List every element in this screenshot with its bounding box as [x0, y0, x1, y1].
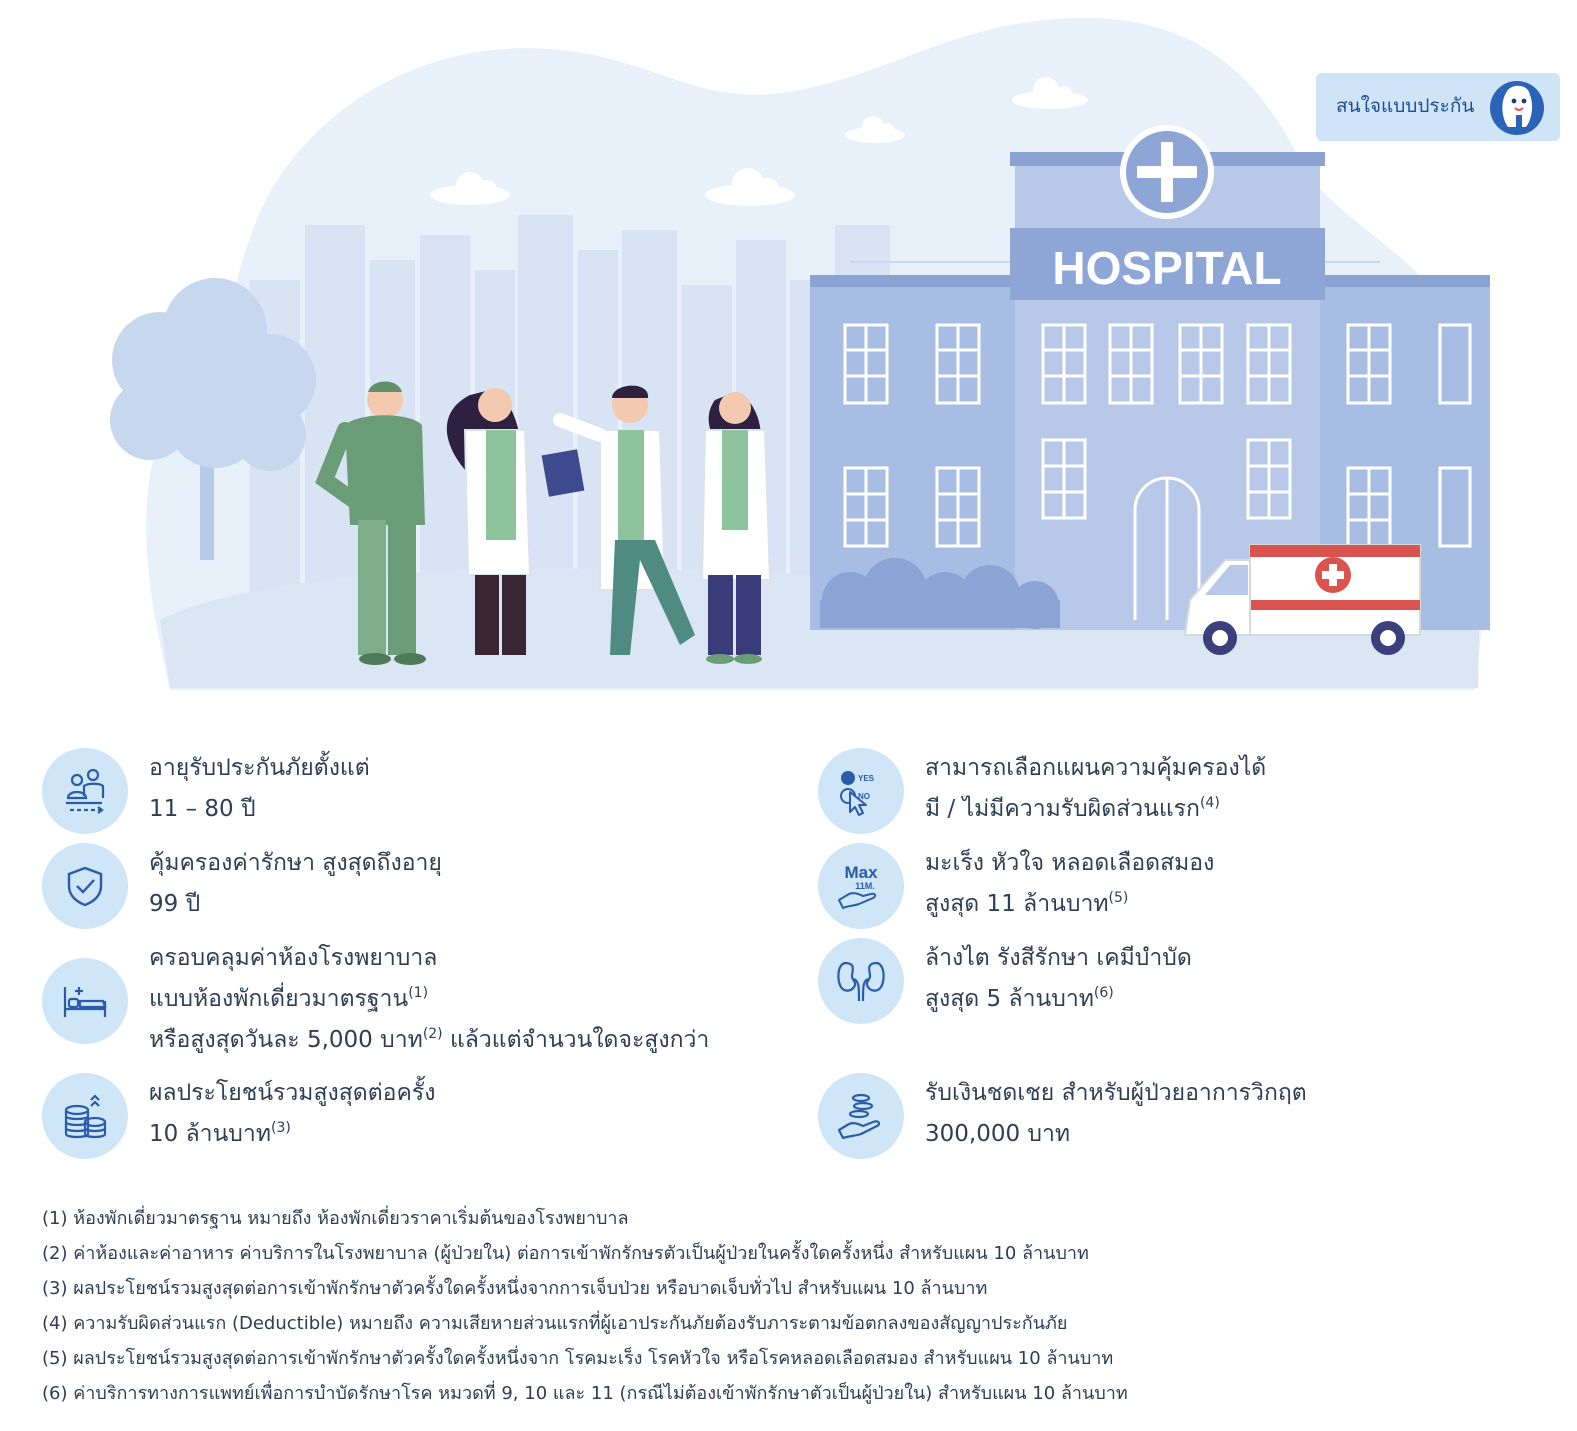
- mascot-icon: [1488, 79, 1546, 137]
- feature-critical-compensation: [818, 1073, 1558, 1169]
- feature-icon-circle: [818, 1073, 904, 1159]
- female-doctor-figure-2: [702, 392, 770, 664]
- shield-check-icon: [63, 864, 107, 908]
- cta-label: สนใจแบบประกัน: [1336, 96, 1475, 117]
- footnote-item: (5) ผลประโยชน์รวมสูงสุดต่อการเข้าพักรักษาตัวครั้งใดครั้งหนึ่งจาก โรคมะเร็ง โรคหัวใจ หรือโรคหลอดเลือดสมอง สำหรับแผน 10 ล้านบาท: [42, 1348, 1114, 1369]
- feature-line-3: หรือสูงสุดวันละ 5,000 บาท$^{(2)}$ แล้วแต่จำนวนใดจะสูงกว่า: [149, 1026, 710, 1053]
- footnotes-list: [42, 1201, 1542, 1411]
- kidney-icon: [835, 957, 887, 1005]
- feature-icon-circle: [42, 843, 128, 929]
- feature-icon-circle: [42, 958, 128, 1044]
- svg-text:Max: Max: [844, 863, 878, 882]
- hospital-sign: HOSPITAL: [1052, 242, 1282, 294]
- feature-line-2: สูงสุด 5 ล้านบาท$^{(6)}$: [925, 985, 1114, 1012]
- feature-line-2: 300,000 บาท: [925, 1121, 1071, 1147]
- feature-line-2: 11 – 80 ปี: [149, 796, 256, 822]
- footnote-ref: (3): [271, 1120, 291, 1136]
- feature-line-1: สามารถเลือกแผนความคุ้มครองได้: [925, 755, 1267, 781]
- footnote-ref: (6): [1093, 985, 1114, 1001]
- feature-line-2: 99 ปี: [149, 891, 201, 917]
- coin-stack-icon: [61, 1090, 109, 1142]
- footnote-ref: (4): [1199, 795, 1220, 811]
- svg-text:11M.: 11M.: [855, 881, 875, 891]
- footnote-item: (4) ความรับผิดส่วนแรก (Deductible) หมายถึง ความเสียหายส่วนแรกที่ผู้เอาประกันภัยต้องรับภาระตามข้อตกลงของสัญญาประกันภัย: [42, 1313, 1068, 1334]
- feature-dialysis: [818, 938, 1558, 1034]
- max-hand-icon: [833, 858, 889, 914]
- feature-icon-circle: [42, 1073, 128, 1159]
- footnote-ref: (2): [422, 1026, 443, 1042]
- yes-no-choice-icon: [836, 766, 886, 816]
- footnote-item: (2) ค่าห้องและค่าอาหาร ค่าบริการในโรงพยาบาล (ผู้ป่วยใน) ต่อการเข้าพักรักษรตัวเป็นผู้ป่วยในครั้งใดครั้งหนึ่ง สำหรับแผน 10 ล้านบาท: [42, 1243, 1089, 1264]
- feature-max-age: [42, 843, 782, 939]
- feature-icon-circle: [818, 748, 904, 834]
- feature-line-2: สูงสุด 11 ล้านบาท$^{(5)}$: [925, 890, 1129, 917]
- coins-hand-icon: [835, 1090, 887, 1142]
- feature-icon-circle: [818, 843, 904, 929]
- footnote-item: (3) ผลประโยชน์รวมสูงสุดต่อการเข้าพักรักษาตัวครั้งใดครั้งหนึ่งจากการเจ็บป่วย หรือบาดเจ็บทั่วไป สำหรับแผน 10 ล้านบาท: [42, 1278, 988, 1299]
- feature-room-coverage: [42, 938, 782, 1068]
- hospital-bed-icon: [61, 981, 109, 1021]
- footnote-item: (6) ค่าบริการทางการแพทย์เพื่อการบำบัดรักษาโรค หมวดที่ 9, 10 และ 11 (กรณีไม่ต้องเข้าพักรักษาตัวเป็นผู้ป่วยใน) สำหรับแผน 10 ล้านบาท: [42, 1383, 1128, 1404]
- feature-line-1: คุ้มครองค่ารักษา สูงสุดถึงอายุ: [149, 850, 442, 876]
- feature-critical-disease: [818, 843, 1558, 939]
- feature-line-1: มะเร็ง หัวใจ หลอดเลือดสมอง: [925, 850, 1215, 876]
- feature-line-2: แบบห้องพักเดี่ยวมาตรฐาน$^{(1)}$: [149, 985, 429, 1012]
- feature-line-1: ล้างไต รังสีรักษา เคมีบำบัด: [925, 945, 1192, 971]
- feature-line-1: อายุรับประกันภัยตั้งแต่: [149, 755, 370, 781]
- feature-icon-circle: [42, 748, 128, 834]
- footnote-item: (1) ห้องพักเดี่ยวมาตรฐาน หมายถึง ห้องพักเดี่ยวราคาเริ่มต้นของโรงพยาบาล: [42, 1208, 629, 1229]
- footnote-ref: (5): [1108, 890, 1129, 906]
- family-icon: [60, 766, 110, 816]
- feature-line-2: 10 ล้านบาท$^{(3)}$: [149, 1120, 291, 1147]
- svg-text:NO: NO: [858, 792, 870, 801]
- feature-coverage-age: [42, 748, 782, 844]
- feature-line-2: มี / ไม่มีความรับผิดส่วนแรก$^{(4)}$: [925, 795, 1220, 822]
- feature-max-benefit: [42, 1073, 782, 1169]
- svg-text:YES: YES: [858, 774, 875, 783]
- feature-deductible-choice: [818, 748, 1558, 844]
- interested-insurance-button[interactable]: [1316, 73, 1560, 141]
- feature-line-1: ครอบคลุมค่าห้องโรงพยาบาล: [149, 945, 438, 971]
- feature-line-1: ผลประโยชน์รวมสูงสุดต่อครั้ง: [149, 1080, 436, 1106]
- footnote-ref: (1): [408, 985, 429, 1001]
- feature-line-1: รับเงินชดเชย สำหรับผู้ป่วยอาการวิกฤต: [925, 1080, 1307, 1106]
- feature-icon-circle: [818, 938, 904, 1024]
